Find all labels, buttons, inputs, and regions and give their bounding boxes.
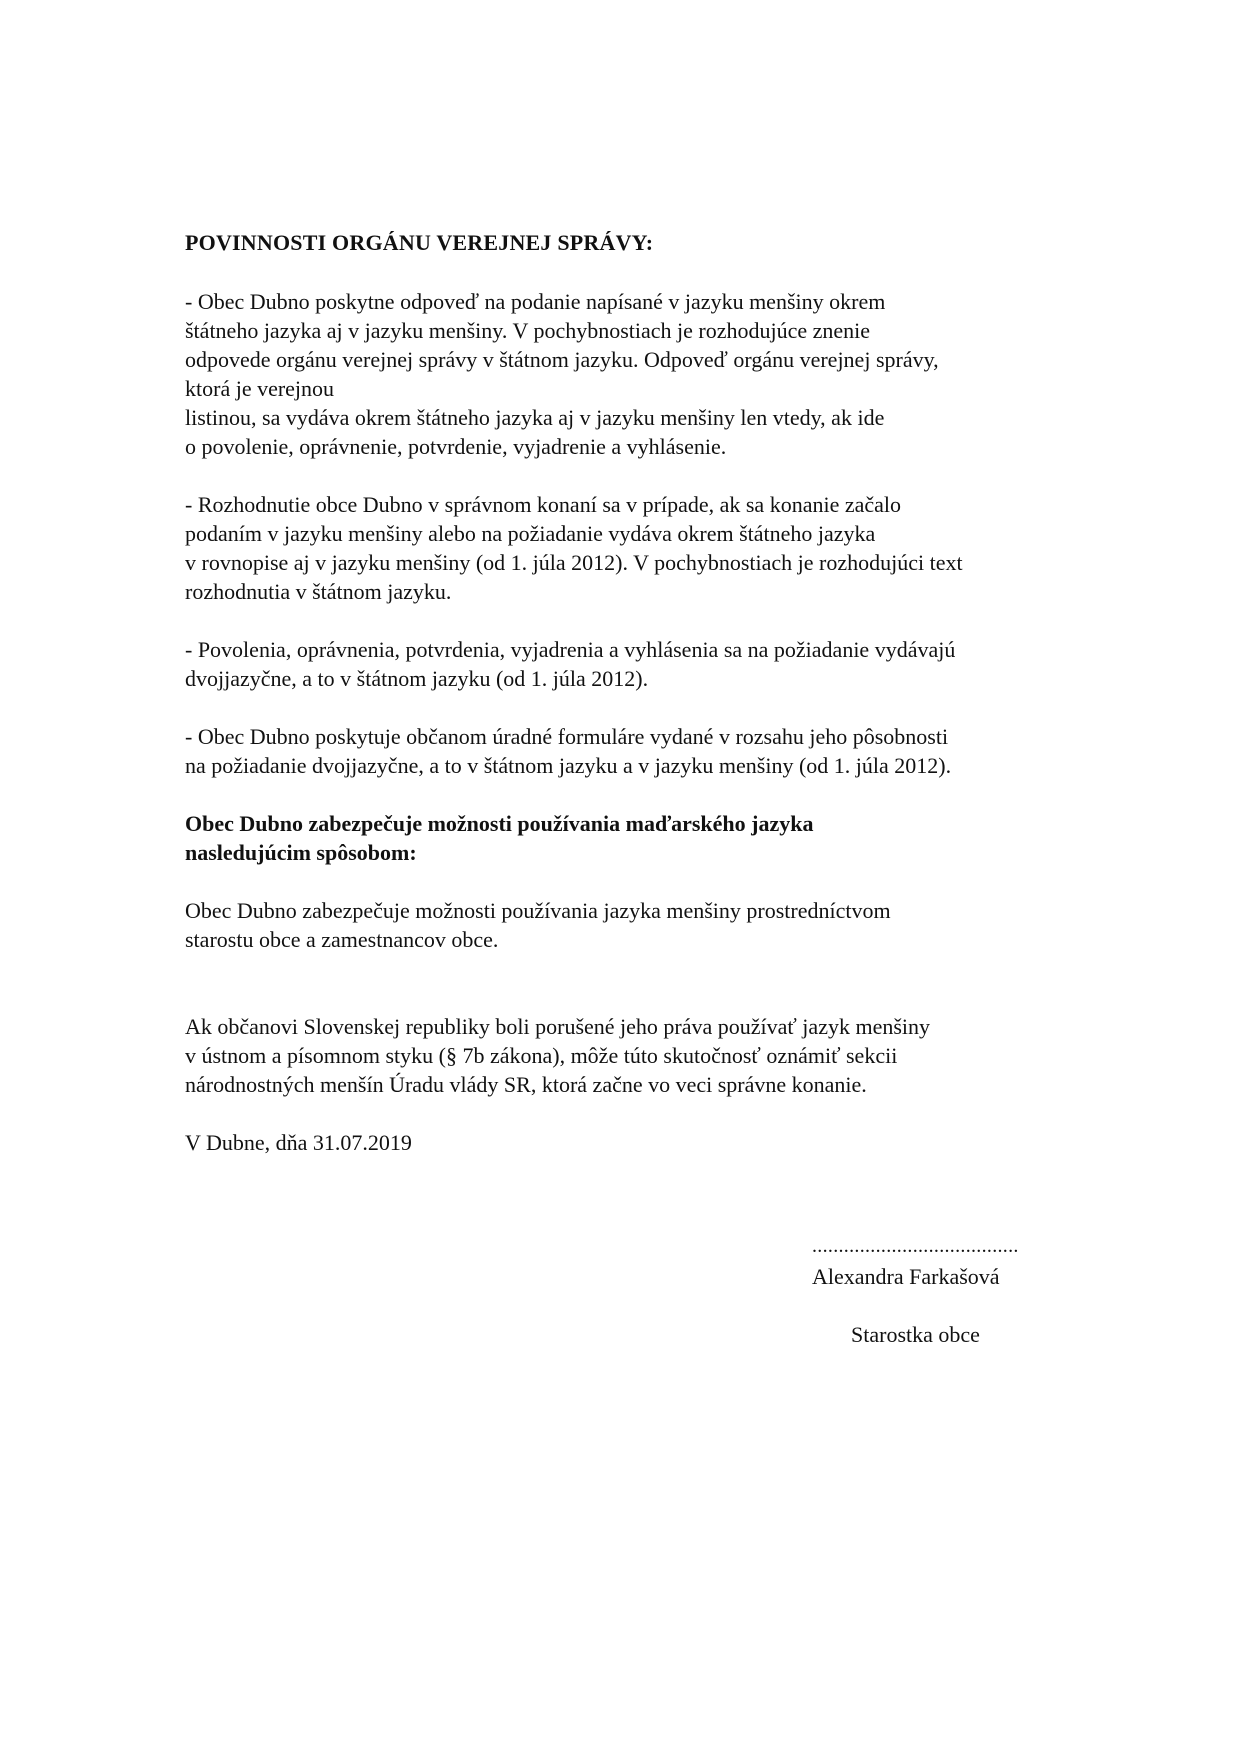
text-line: - Povolenia, oprávnenia, potvrdenia, vyjadrenia a vyhlásenia sa na požiadanie vydávajú xyxy=(185,637,956,662)
text-line: v ústnom a písomnom styku (§ 7b zákona), môže túto skutočnosť oznámiť sekcii xyxy=(185,1043,898,1068)
signature-line: ....................................... xyxy=(812,1235,1019,1257)
date-line xyxy=(185,1128,1085,1157)
text-line: v rovnopise aj v jazyku menšiny (od 1. júla 2012). V pochybnostiach je rozhodujúci text xyxy=(185,550,963,575)
text-line: Obec Dubno zabezpečuje možnosti používania jazyka menšiny prostredníctvom xyxy=(185,898,891,923)
text-line: starostu obce a zamestnancov obce. xyxy=(185,927,499,952)
paragraph-rights-violation-notice xyxy=(185,1012,1085,1099)
document-heading: POVINNOSTI ORGÁNU VEREJNEJ SPRÁVY: xyxy=(185,230,654,255)
text-line: dvojjazyčne, a to v štátnom jazyku (od 1. júla 2012). xyxy=(185,666,649,691)
paragraph-official-forms xyxy=(185,722,1085,780)
text-line: V Dubne, dňa 31.07.2019 xyxy=(185,1130,412,1155)
signatory-name: Alexandra Farkašová xyxy=(812,1264,1000,1289)
paragraph-decision-in-administrative-proceedings xyxy=(185,490,1085,606)
text-line: - Obec Dubno poskytne odpoveď na podanie napísané v jazyku menšiny okrem xyxy=(185,289,886,314)
text-line: podaním v jazyku menšiny alebo na požiadanie vydáva okrem štátneho jazyka xyxy=(185,521,876,546)
text-line: odpovede orgánu verejnej správy v štátnom jazyku. Odpoveď orgánu verejnej správy, xyxy=(185,347,939,372)
text-line: nasledujúcim spôsobom: xyxy=(185,840,417,865)
text-line: Ak občanovi Slovenskej republiky boli porušené jeho práva používať jazyk menšiny xyxy=(185,1014,931,1039)
text-line: - Obec Dubno poskytuje občanom úradné formuláre vydané v rozsahu jeho pôsobnosti xyxy=(185,724,949,749)
text-line: o povolenie, oprávnenie, potvrdenie, vyjadrenie a vyhlásenie. xyxy=(185,434,727,459)
text-line: národnostných menšín Úradu vlády SR, ktorá začne vo veci správne konanie. xyxy=(185,1072,867,1097)
paragraph-reply-in-minority-language xyxy=(185,287,1085,461)
text-line: ktorá je verejnou xyxy=(185,376,335,401)
text-line: na požiadanie dvojjazyčne, a to v štátnom jazyku a v jazyku menšiny (od 1. júla 2012). xyxy=(185,753,952,778)
signatory-role: Starostka obce xyxy=(851,1322,980,1347)
text-line: - Rozhodnutie obce Dubno v správnom konaní sa v prípade, ak sa konanie začalo xyxy=(185,492,902,517)
text-line: rozhodnutia v štátnom jazyku. xyxy=(185,579,452,604)
subheading-hungarian-language-usage xyxy=(185,809,1085,867)
text-line: listinou, sa vydáva okrem štátneho jazyka aj v jazyku menšiny len vtedy, ak ide xyxy=(185,405,885,430)
paragraph-bilingual-permits xyxy=(185,635,1085,693)
text-line: Obec Dubno zabezpečuje možnosti používania maďarského jazyka xyxy=(185,811,814,836)
text-line: štátneho jazyka aj v jazyku menšiny. V pochybnostiach je rozhodujúce znenie xyxy=(185,318,871,343)
paragraph-staff-language-support xyxy=(185,896,1085,954)
